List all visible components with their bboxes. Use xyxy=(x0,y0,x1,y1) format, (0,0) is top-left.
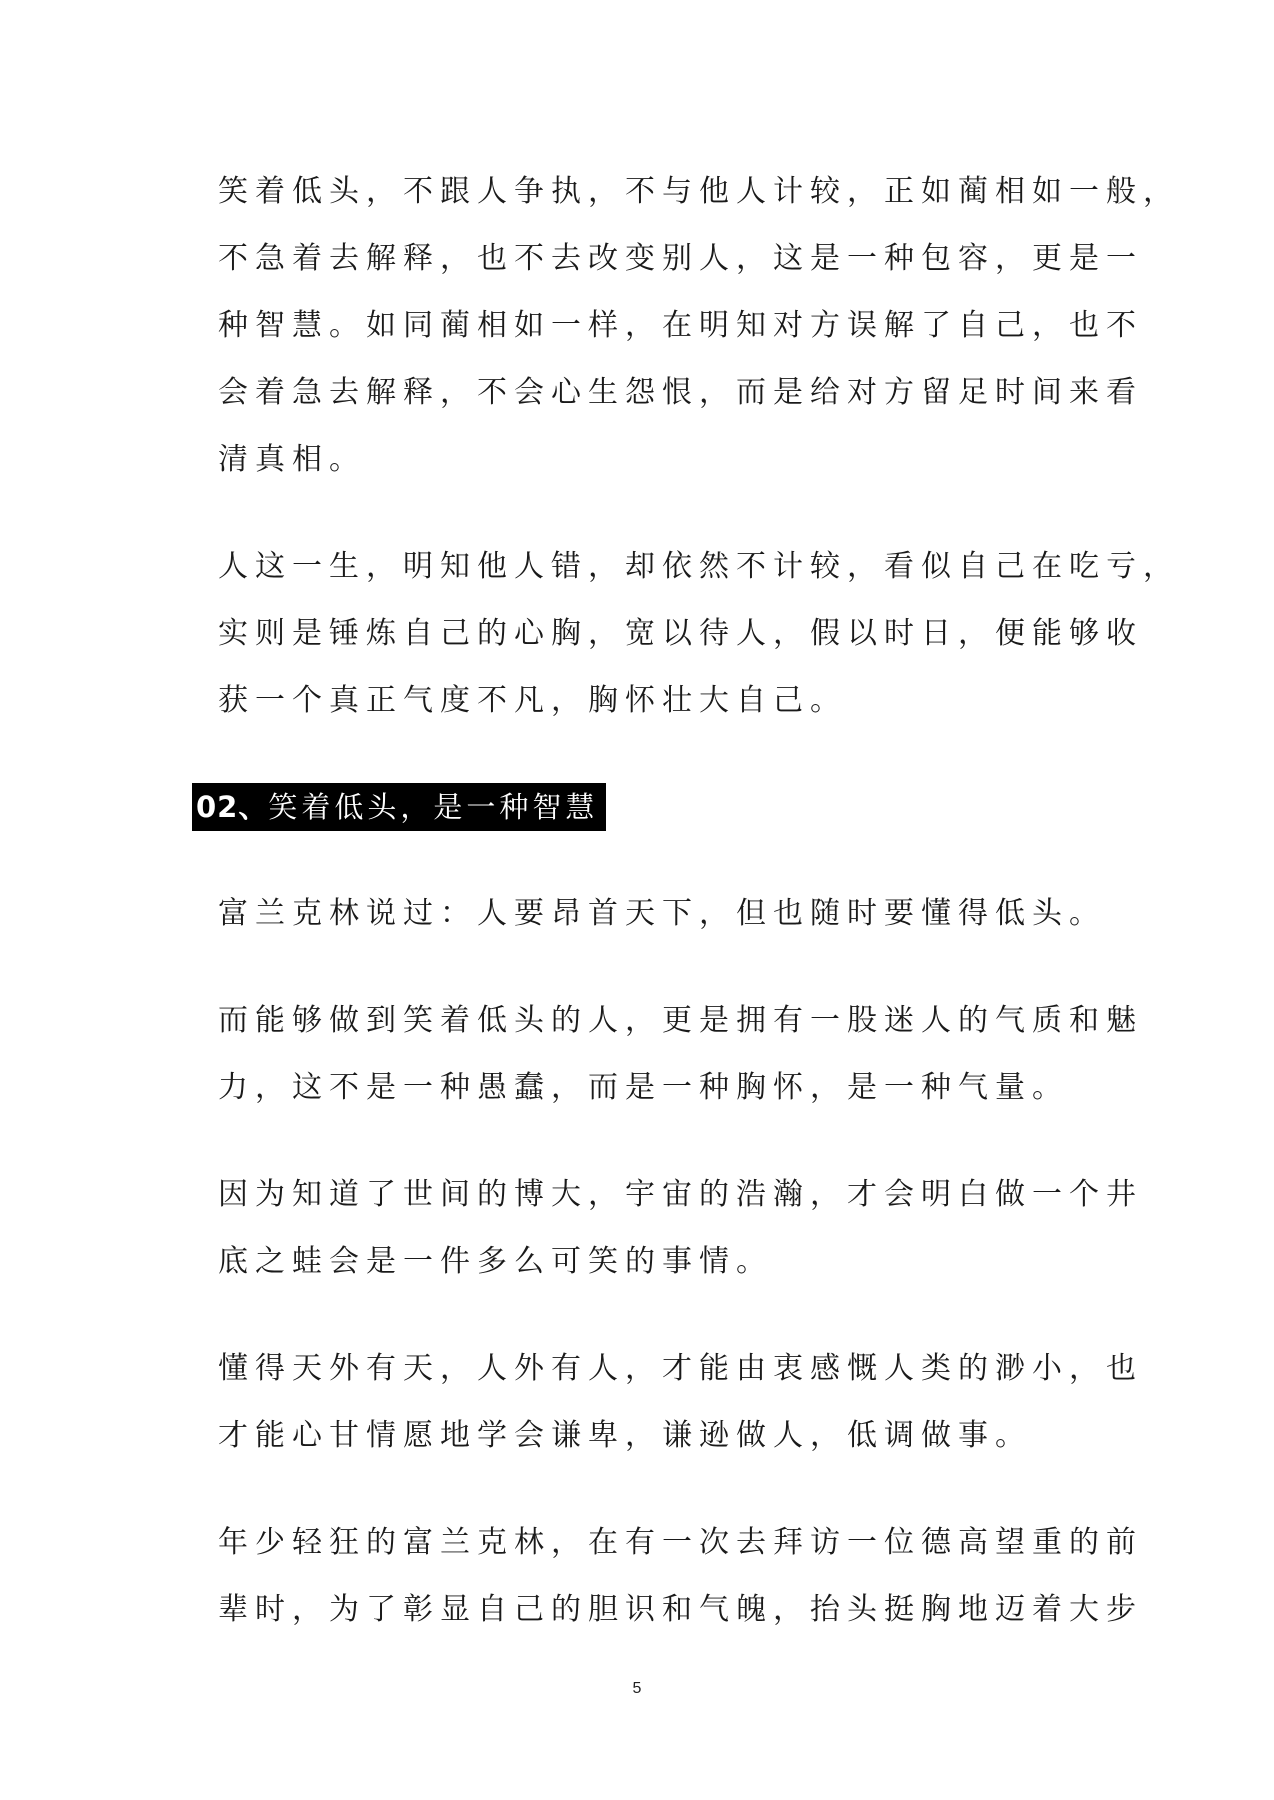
text-line: 力，这不是一种愚蠢，而是一种胸怀，是一种气量。 xyxy=(218,1070,1069,1105)
page-number: 5 xyxy=(632,1680,642,1697)
text-line: 底之蛙会是一件多么可笑的事情。 xyxy=(218,1244,773,1279)
text-line: 清真相。 xyxy=(218,442,366,477)
text-line: 实则是锤炼自己的心胸，宽以待人，假以时日，便能够收 xyxy=(218,616,1143,651)
text-line: 才能心甘情愿地学会谦卑，谦逊做人，低调做事。 xyxy=(218,1418,1032,1453)
text-line: 富兰克林说过：人要昂首天下，但也随时要懂得低头。 xyxy=(218,896,1106,931)
text-line: 年少轻狂的富兰克林，在有一次去拜访一位德高望重的前 xyxy=(218,1525,1143,1560)
paragraph-4 xyxy=(218,987,1143,1121)
section-heading-label xyxy=(192,783,606,831)
body-top xyxy=(218,158,1180,774)
body-bottom xyxy=(218,880,1143,1683)
paragraph-7 xyxy=(218,1509,1143,1643)
text-line: 会着急去解释，不会心生怨恨，而是给对方留足时间来看 xyxy=(218,375,1143,410)
section-number: 02、 xyxy=(196,790,269,824)
section-title: 笑着低头，是一种智慧 xyxy=(268,790,599,824)
text-line: 不急着去解释，也不去改变别人，这是一种包容，更是一 xyxy=(218,241,1143,276)
paragraph-1 xyxy=(218,158,1180,493)
paragraph-2 xyxy=(218,533,1180,734)
text-line: 而能够做到笑着低头的人，更是拥有一股迷人的气质和魅 xyxy=(218,1003,1143,1038)
text-line: 因为知道了世间的博大，宇宙的浩瀚，才会明白做一个井 xyxy=(218,1177,1143,1212)
paragraph-6 xyxy=(218,1335,1143,1469)
text-line: 种智慧。如同蔺相如一样，在明知对方误解了自己，也不 xyxy=(218,308,1143,343)
paragraph-5 xyxy=(218,1161,1143,1295)
text-line: 辈时，为了彰显自己的胆识和气魄，抬头挺胸地迈着大步 xyxy=(218,1592,1143,1627)
text-line: 获一个真正气度不凡，胸怀壮大自己。 xyxy=(218,683,847,718)
text-line: 懂得天外有天，人外有人，才能由衷感慨人类的渺小，也 xyxy=(218,1351,1143,1386)
paragraph-3 xyxy=(218,880,1106,947)
text-line: 笑着低头，不跟人争执，不与他人计较，正如蔺相如一般， xyxy=(218,174,1180,209)
text-line: 人这一生，明知他人错，却依然不计较，看似自己在吃亏， xyxy=(218,549,1180,584)
section-heading xyxy=(192,783,606,831)
